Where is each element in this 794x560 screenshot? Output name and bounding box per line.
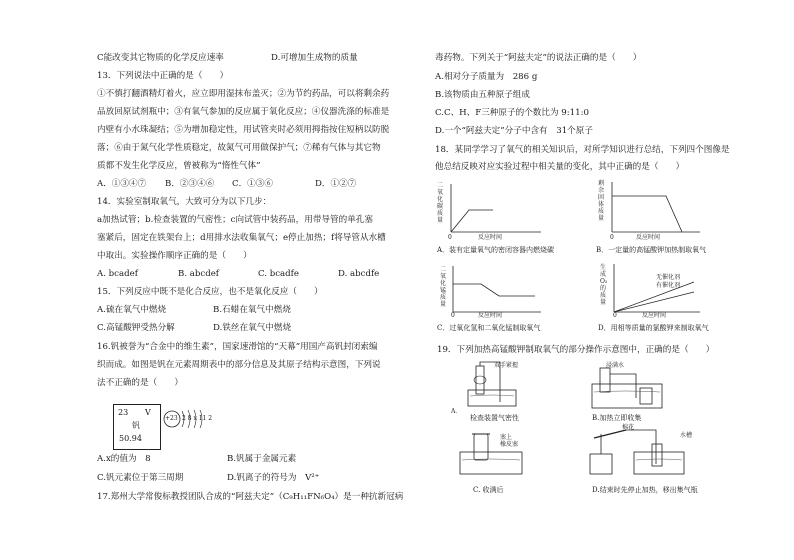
graph-a-ylabel: 二氧化碳质量 bbox=[437, 182, 444, 224]
q16-option-d: D.钒离子的符号为 V²⁺ bbox=[227, 473, 320, 483]
q13-text-1: ①不慎打翻酒精灯着火，应立即用湿抹布盖灭；②为节约药品，可以将剩余药 bbox=[97, 89, 390, 99]
graph-d-xlabel: 反应时间 bbox=[642, 312, 667, 319]
q15-option-c: C.高锰酸钾受热分解 bbox=[97, 323, 175, 333]
element-number: 23 bbox=[118, 408, 129, 417]
graph-d-origin: 0 bbox=[613, 312, 617, 319]
graph-d-ylabel: 生成O₂的质量 bbox=[600, 264, 608, 306]
element-symbol: V bbox=[145, 408, 151, 417]
apparatus-b bbox=[584, 364, 670, 412]
graph-c-ylabel: 二氧化锰质量 bbox=[440, 266, 447, 308]
q13-option-b: B．②③④⑥ bbox=[165, 179, 215, 189]
graph-a-xlabel: 反应时间 bbox=[478, 234, 503, 241]
q14-option-b: B. abcdef bbox=[178, 269, 219, 279]
q14-option-d: D. abcdfe bbox=[338, 269, 380, 279]
q14-stem: 14．实验室制取氧气，大致可分为以下几步： bbox=[97, 197, 272, 207]
q16-option-b: B.钒属于金属元素 bbox=[227, 454, 297, 464]
graph-d-legend-1: 无催化剂 bbox=[656, 274, 681, 281]
q16-text-3: 法不正确的是（ ） bbox=[97, 378, 183, 388]
q13-text-4: 落；⑥由于氮气化学性质稳定，故氮气可用做保护气；⑦稀有气体与其它物 bbox=[97, 143, 381, 153]
q15-option-d: D.铁丝在氧气中燃烧 bbox=[213, 323, 292, 333]
apparatus-d-trough-label: 水槽 bbox=[680, 432, 693, 439]
q13-text-2: 品放回原试剂瓶中；③有氧气参加的反应属于氧化反应；④仪器洗涤的标准是 bbox=[97, 107, 390, 117]
q13-text-5: 质都不发生化学反应，曾被称为“惰性气体” bbox=[97, 161, 261, 171]
apparatus-c bbox=[454, 428, 534, 480]
graph-c-xlabel: 反应时间 bbox=[478, 312, 503, 319]
q12-option-c: C能改变其它物质的化学反应速率 bbox=[97, 53, 224, 63]
graph-a-origin: 0 bbox=[448, 234, 452, 241]
apparatus-a-letter: A． bbox=[451, 408, 462, 415]
q14-option-a: A. bcadef bbox=[97, 269, 138, 279]
graph-b-origin: 0 bbox=[610, 234, 614, 241]
q15-stem: 15．下列反应中既不是化合反应，也不是氧化反应（ ） bbox=[97, 287, 323, 297]
q17-option-a: A.相对分子质量为 286 g bbox=[435, 72, 538, 82]
q19-stem: 19．下列加热高锰酸钾制取氧气的部分操作示意图中，正确的是（ ） bbox=[437, 345, 715, 355]
graph-a-caption: A．装有定量氧气的密闭容器内燃烧碳 bbox=[437, 246, 555, 254]
q14-text-1: a加热试管；b.检查装置的气密性；c向试管中装药品，用带导管的单孔塞 bbox=[97, 215, 373, 225]
graph-b-xlabel: 反应时间 bbox=[636, 234, 661, 241]
graph-c-origin: 0 bbox=[451, 312, 455, 319]
graph-b bbox=[596, 178, 706, 240]
atom-nucleus: +23 bbox=[165, 415, 178, 422]
graph-c-caption: C．过氧化氢和二氧化锰制取氧气 bbox=[437, 324, 541, 332]
apparatus-d-caption: D.结束时先停止加热，移出集气瓶 bbox=[592, 486, 698, 494]
q16-text-1: 16.钒被誉为“合金中的维生素”，国家速滑馆的“天幕”用国产高钒封闭索编 bbox=[97, 342, 378, 352]
apparatus-a-caption: 检查装置气密性 bbox=[470, 414, 519, 422]
q17-stem-2: 毒药物。下列关于“阿兹夫定”的说法正确的是（ ） bbox=[435, 53, 642, 63]
element-name: 钒 bbox=[132, 421, 140, 430]
apparatus-c-top-label: 塞上 bbox=[500, 434, 513, 441]
q13-option-d: D．①②⑦ bbox=[315, 179, 357, 189]
apparatus-b-top-label: 浸满水 bbox=[606, 362, 625, 369]
graph-d-legend-2: 有催化剂 bbox=[656, 282, 681, 289]
q14-text-3: 中取出。实验操作顺序正确的是（ ） bbox=[97, 251, 252, 261]
q14-text-2: 塞紧后，固定在铁架台上；d用排水法收集氧气；e停止加热；f将导管从水槽 bbox=[97, 233, 386, 243]
q17-option-d: D.一个“阿兹夫定”分子中含有 31个原子 bbox=[435, 126, 593, 136]
apparatus-d-cotton-label: 棉花 bbox=[622, 424, 635, 431]
q15-option-b: B.石蜡在氧气中燃烧 bbox=[213, 305, 291, 315]
q16-text-2: 织而成。如图是钒在元素周期表中的部分信息及其原子结构示意图，下列说 bbox=[97, 360, 381, 370]
q13-text-3: 内壁有小水珠凝结；⑤为增加稳定性，用试管夹时必须用拇指按住短柄以防脱 bbox=[97, 125, 390, 135]
graph-b-caption: B．一定量的高锰酸钾加热制取氧气 bbox=[596, 246, 707, 254]
graph-a bbox=[437, 180, 547, 240]
apparatus-c-lid-label: 橡皮塞 bbox=[500, 441, 519, 448]
apparatus-b-caption: B.加热立即收集 bbox=[592, 414, 642, 422]
apparatus-a-hand-label: 双手紧握 bbox=[494, 362, 519, 369]
q13-option-c: C．①③⑥ bbox=[232, 179, 273, 189]
q17-option-b: B.该物质由五种原子组成 bbox=[435, 90, 530, 100]
q17-stem-1: 17.郑州大学常俊标教授团队合成的“阿兹夫定”（C₉H₁₁FN₆O₄）是一种抗新冠病 bbox=[97, 492, 404, 502]
atom-shells: 2 8 x 11 2 bbox=[182, 415, 213, 422]
q18-text-1: 18．某同学学习了氧气的相关知识后，对所学知识进行总结，下列四个图像是 bbox=[435, 145, 730, 155]
element-cell bbox=[113, 404, 161, 450]
q14-option-c: C. bcadfe bbox=[258, 269, 299, 279]
q13-option-a: A．①③④⑦ bbox=[97, 179, 147, 189]
q16-option-a: A.x的值为 8 bbox=[97, 454, 151, 464]
graph-d bbox=[596, 260, 706, 320]
apparatus-c-caption: C. 收满后 bbox=[473, 486, 504, 494]
graph-b-ylabel: 剩余固体质量 bbox=[598, 180, 605, 222]
q15-option-a: A.硫在氧气中燃烧 bbox=[97, 305, 167, 315]
element-mass: 50.94 bbox=[119, 434, 142, 443]
q16-option-c: C.钒元素位于第三周期 bbox=[97, 473, 184, 483]
graph-d-caption: D．用相等质量的氯酸钾来制取氧气 bbox=[598, 324, 709, 332]
q17-option-c: C.C、H、F三种原子的个数比为 9:11:0 bbox=[435, 108, 589, 118]
q13-stem: 13．下列说法中正确的是（ ） bbox=[97, 71, 229, 81]
q18-text-2: 他总结反映对应实验过程中相关量的变化，其中正确的是（ ） bbox=[435, 162, 685, 172]
q12-option-d: D.可增加生成物的质量 bbox=[271, 53, 358, 63]
